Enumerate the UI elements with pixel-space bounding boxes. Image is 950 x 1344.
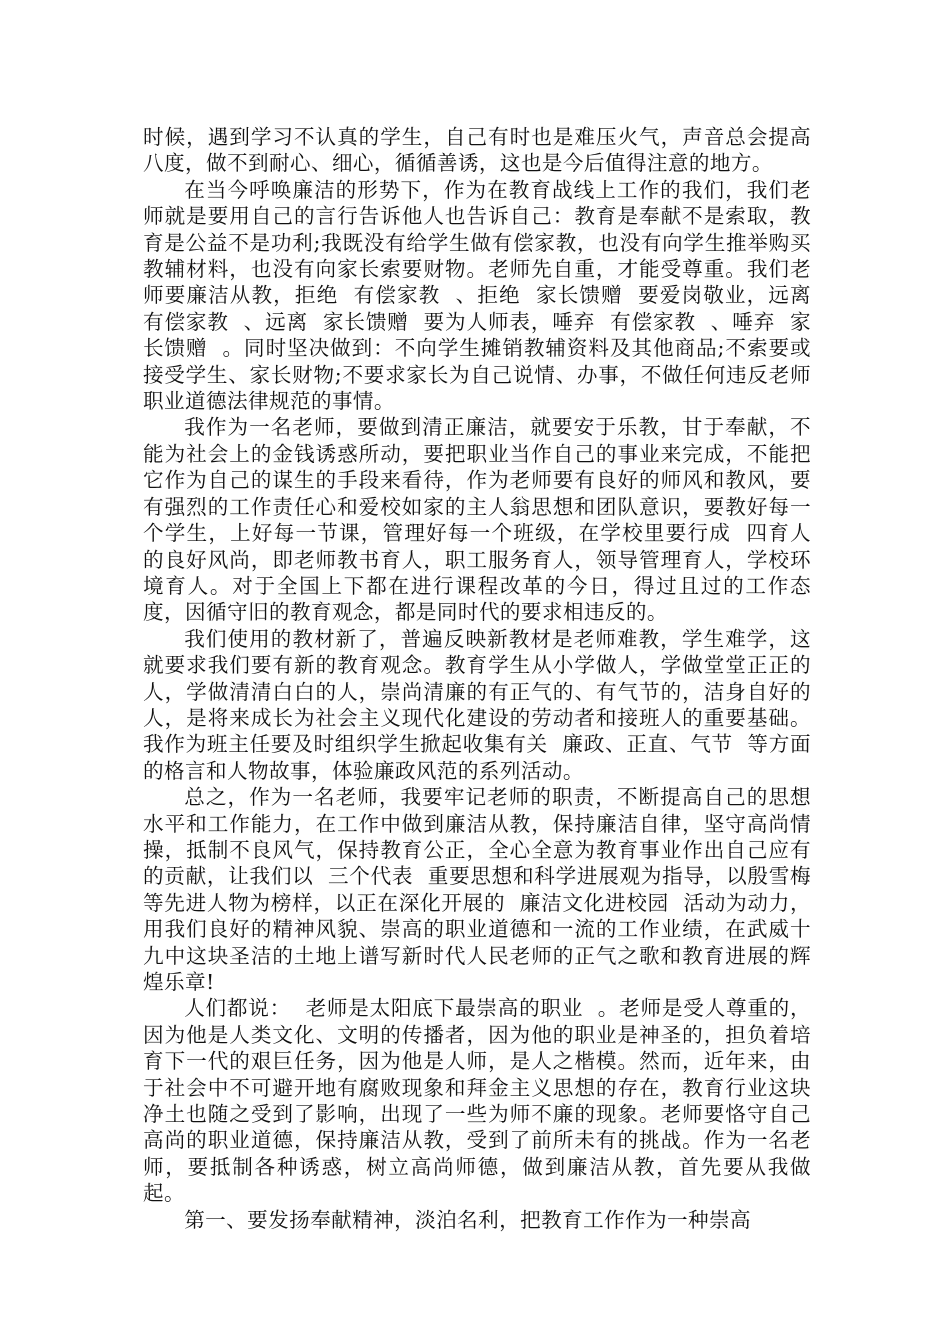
paragraph-first-point: 第一、要发扬奉献精神，淡泊名利，把教育工作作为一种崇高 xyxy=(184,1207,752,1232)
paragraph-integrity-situation: 在当今呼唤廉洁的形势下，作为在教育战线上工作的我们，我们老师就是要用自己的言行告诉他人也告诉自己：教育是奉献不是索取，教育是公益不是功利;我既没有给学生做有偿家教，也没有向学生推举购买教辅材料，也没有向家长索要财物。老师先自重，才能受尊重。我们老师要廉洁从教，拒绝 有偿家教 、拒绝 家长馈赠 要爱岗敬业，远离 有偿家教 、远离 家长馈赠 要为人师表，唾弃 有偿家教 、唾弃 家长馈赠 。同时坚决做到：不向学生摊销教辅资料及其他商品;不索要或接受学生、家长财物;不要求家长为自己说情、办事，不做任何违反老师职业道德法律规范的事情。 xyxy=(143,177,825,414)
paragraph-conclusion: 总之，作为一名老师，我要牢记老师的职责，不断提高自己的思想水平和工作能力，在工作中做到廉洁从教，保持廉洁自律，坚守高尚情操，抵制不良风气，保持教育公正，全心全意为教育事业作出自己应有的贡献，让我们以 三个代表 重要思想和科学进展观为指导，以殷雪梅等先进人物为榜样，以正在深化开展的 廉洁文化进校园 活动为动力，用我们良好的精神风貌、崇高的职业道德和一流的工作业绩，在武威十九中这块圣洁的土地上谱写新时代人民老师的正气之歌和教育进展的辉煌乐章! xyxy=(143,785,811,994)
paragraph-noblest-profession: 人们都说： 老师是太阳底下最崇高的职业 。老师是受人尊重的，因为他是人类文化、文明的传播者，因为他的职业是神圣的，担负着培育下一代的艰巨任务，因为他是人师，是人之楷模。然而，近年来，由于社会中不可避开地有腐败现象和拜金主义思想的存在，教育行业这块净土也随之受到了影响，出现了一些为师不廉的现象。老师要恪守自己高尚的职业道德，保持廉洁从教，受到了前所未有的挑战。作为一名老师，要抵制各种诱惑，树立高尚师德，做到廉洁从教，首先要从我做起。 xyxy=(143,996,811,1206)
paragraph-continuation: 时候，遇到学习不认真的学生，自己有时也是难压火气，声音总会提高八度，做不到耐心、细心，循循善诱，这也是今后值得注意的地方。 xyxy=(143,125,811,176)
document-body xyxy=(143,124,825,1233)
paragraph-new-textbooks: 我们使用的教材新了，普遍反映新教材是老师难教，学生难学，这就要求我们要有新的教育观念。教育学生从小学做人，学做堂堂正正的人，学做清清白白的人，崇尚清廉的有正气的、有气节的，洁身自好的人，是将来成长为社会主义现代化建设的劳动者和接班人的重要基础。我作为班主任要及时组织学生掀起收集有关 廉政、正直、气节 等方面的格言和人物故事，体验廉政风范的系列活动。 xyxy=(143,626,811,783)
paragraph-teacher-integrity: 我作为一名老师，要做到清正廉洁，就要安于乐教，甘于奉献，不能为社会上的金钱诱惑所动，要把职业当作自己的事业来完成，不能把它作为自己的谋生的手段来看待，作为老师要有良好的师风和教风，要有强烈的工作责任心和爱校如家的主人翁思想和团队意识，要教好每一个学生，上好每一节课，管理好每一个班级，在学校里要行成 四育人 的良好风尚，即老师教书育人，职工服务育人，领导管理育人，学校环境育人。对于全国上下都在进行课程改革的今日，得过且过的工作态度，因循守旧的教育观念，都是同时代的要求相违反的。 xyxy=(143,415,825,625)
